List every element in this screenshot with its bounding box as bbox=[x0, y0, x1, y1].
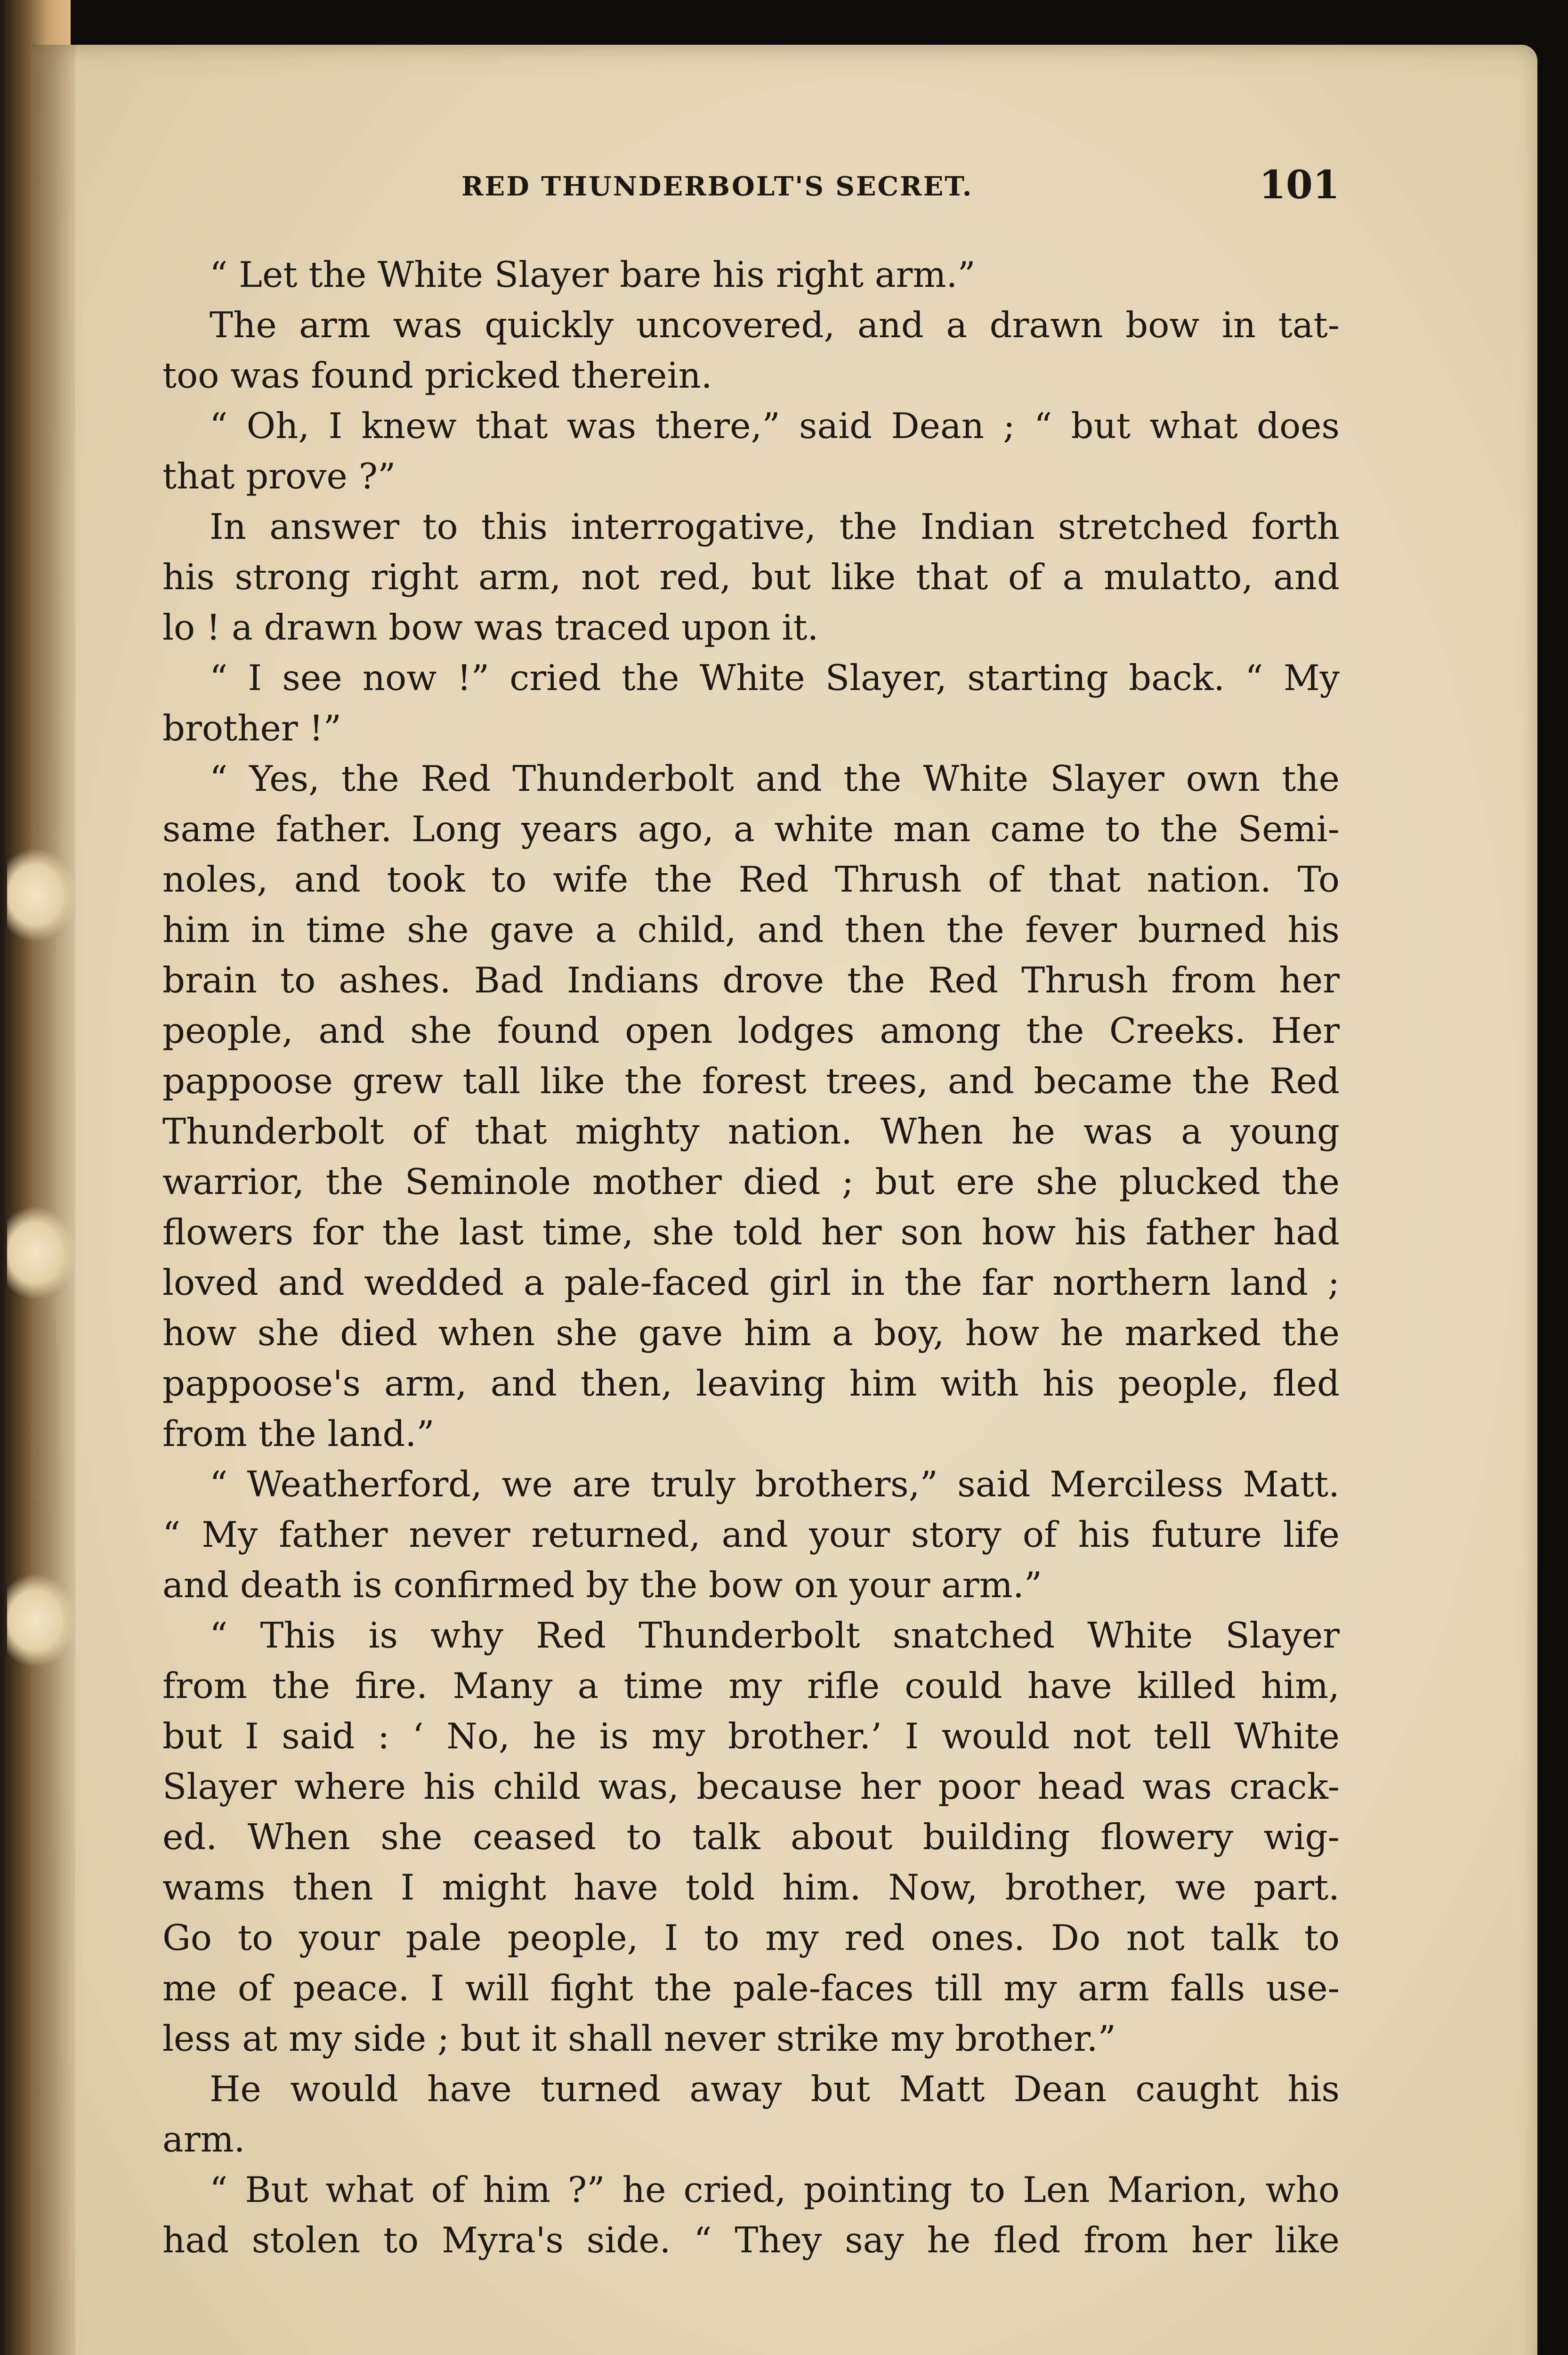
text-line: people, and she found open lodges among the Creeks. Her bbox=[162, 1010, 1340, 1051]
text-line: The arm was quickly uncovered, and a drawn bow in tat- bbox=[210, 304, 1340, 346]
text-line: pappoose's arm, and then, leaving him with his people, fled bbox=[162, 1363, 1340, 1404]
text-line: “ Weatherford, we are truly brothers,” said Merciless Matt. bbox=[210, 1463, 1340, 1505]
text-line: lo ! a drawn bow was traced upon it. bbox=[162, 607, 819, 648]
text-line: too was found pricked therein. bbox=[162, 355, 712, 396]
text-line: his strong right arm, not red, but like that of a mulatto, and bbox=[162, 556, 1340, 598]
text-line: “ Oh, I knew that was there,” said Dean ; “ but what does bbox=[210, 405, 1340, 447]
text-line: and death is confirmed by the bow on your arm.” bbox=[162, 1564, 1043, 1606]
text-line: “ This is why Red Thunderbolt snatched White Slayer bbox=[210, 1615, 1340, 1656]
text-line: Slayer where his child was, because her poor head was crack- bbox=[162, 1766, 1340, 1807]
text-line: same father. Long years ago, a white man came to the Semi- bbox=[162, 808, 1340, 850]
text-line: “ Yes, the Red Thunderbolt and the White Slayer own the bbox=[210, 758, 1340, 799]
text-line: him in time she gave a child, and then the fever burned his bbox=[162, 909, 1340, 950]
text-line: had stolen to Myra's side. “ They say he fled from her like bbox=[162, 2219, 1340, 2261]
text-line: from the land.” bbox=[162, 1413, 435, 1454]
page-header bbox=[162, 162, 1340, 210]
text-line: loved and wedded a pale-faced girl in the far northern land ; bbox=[162, 1262, 1340, 1303]
text-line: arm. bbox=[162, 2119, 245, 2160]
text-line: ed. When she ceased to talk about building flowery wig- bbox=[162, 1816, 1340, 1858]
text-line: warrior, the Seminole mother died ; but ere she plucked the bbox=[162, 1161, 1340, 1202]
page-gutter bbox=[33, 45, 75, 2355]
text-line: how she died when she gave him a boy, how he marked the bbox=[162, 1312, 1340, 1354]
binding-tear-lower bbox=[7, 1573, 78, 1667]
text-line: but I said : ‘ No, he is my brother.’ I would not tell White bbox=[162, 1715, 1340, 1757]
text-line: “ My father never returned, and your story of his future life bbox=[162, 1514, 1340, 1555]
text-line: flowers for the last time, she told her son how his father had bbox=[162, 1211, 1340, 1253]
text-line: pappoose grew tall like the forest trees, and became the Red bbox=[162, 1060, 1340, 1102]
text-line: Go to your pale people, I to my red ones. Do not talk to bbox=[162, 1917, 1340, 1958]
text-line: Thunderbolt of that mighty nation. When he was a young bbox=[162, 1111, 1340, 1152]
text-line: noles, and took to wife the Red Thrush of that nation. To bbox=[162, 859, 1340, 900]
text-line: “ Let the White Slayer bare his right arm.” bbox=[210, 254, 976, 295]
text-line: He would have turned away but Matt Dean caught his bbox=[210, 2068, 1340, 2110]
text-line: me of peace. I will fight the pale-faces till my arm falls use- bbox=[162, 1967, 1340, 2009]
text-line: from the fire. Many a time my rifle could have killed him, bbox=[162, 1665, 1340, 1706]
text-line: brain to ashes. Bad Indians drove the Red Thrush from her bbox=[162, 959, 1340, 1001]
text-line: “ I see now !” cried the White Slayer, starting back. “ My bbox=[210, 657, 1340, 698]
text-line: brother !” bbox=[162, 707, 342, 749]
page-number: 101 bbox=[1259, 162, 1340, 208]
text-line: wams then I might have told him. Now, brother, we part. bbox=[162, 1867, 1340, 1908]
binding-tear-upper bbox=[7, 848, 78, 942]
text-line: “ But what of him ?” he cried, pointing to Len Marion, who bbox=[210, 2169, 1340, 2210]
text-line: that prove ?” bbox=[162, 455, 396, 497]
text-line: In answer to this interrogative, the Indian stretched forth bbox=[210, 506, 1340, 547]
running-head: RED THUNDERBOLT'S SECRET. bbox=[461, 171, 973, 202]
body-text bbox=[162, 250, 1340, 2266]
text-line: less at my side ; but it shall never strike my brother.” bbox=[162, 2018, 1116, 2059]
binding-tear-middle bbox=[7, 1206, 78, 1300]
